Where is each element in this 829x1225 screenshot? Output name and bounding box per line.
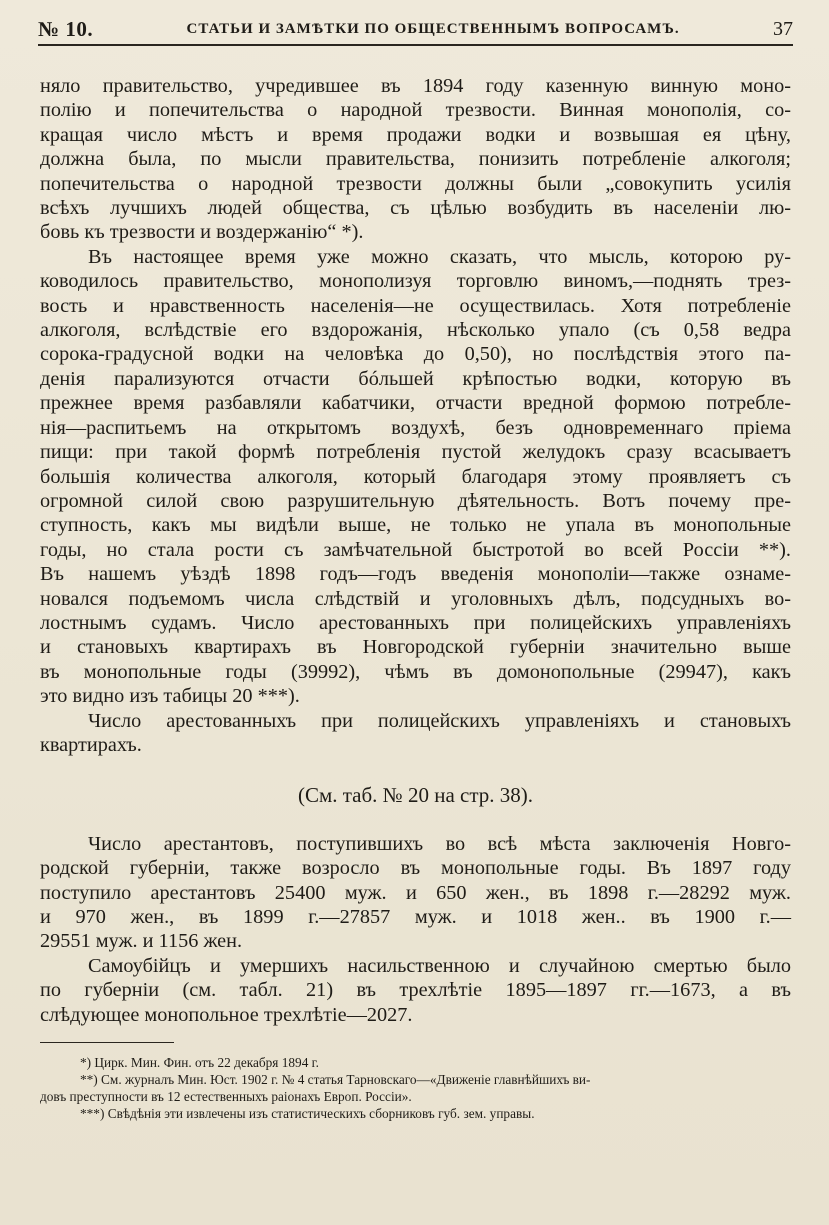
issue-number: № 10.: [38, 16, 94, 41]
text-line: 29551 муж. и 1156 жен.: [40, 930, 243, 953]
page-number: 37: [773, 17, 793, 40]
text-line: годы, но стала рости съ замѣчательной быстротой во всей Россiи **).: [40, 538, 791, 561]
footnote: ***) Свѣдѣнiя эти извлечены изъ статистическихъ сборниковъ губ. зем. управы.: [80, 1106, 535, 1121]
footnote: **) См. журналъ Мин. Юст. 1902 г. № 4 статья Тарновскаго—«Движенiе главнѣйшихъ ви-: [80, 1072, 591, 1087]
text-line: должна была, по мысли правительства, понизить потребленiе алкоголя;: [40, 148, 791, 171]
paragraph-4: [40, 832, 791, 954]
text-line: ступность, какъ мы видѣли выше, не только не упала въ монопольные: [40, 514, 791, 537]
text-line: Число арестованныхъ при полицейскихъ управленiяхъ и становыхъ: [88, 709, 791, 732]
text-line: по губернiи (см. табл. 21) въ трехлѣтiе 1895—1897 гг.—1673, а въ: [40, 979, 791, 1002]
text-line: всѣхъ лучшихъ людей общества, съ цѣлью возбудить въ населенiи лю-: [40, 197, 791, 220]
text-line: сорока-градусной водки на человѣка до 0,50), но послѣдствiя этого па-: [40, 343, 791, 366]
text-line: лостнымъ судамъ. Число арестованныхъ при полицейскихъ управленiяхъ: [40, 611, 791, 634]
footnote: *) Цирк. Мин. Фин. отъ 22 декабря 1894 г.: [80, 1055, 319, 1070]
text-line: квартирахъ.: [40, 733, 142, 756]
footnote: довъ преступности въ 12 естественныхъ раiонахъ Европ. Россiи».: [40, 1089, 412, 1104]
text-line: полiю и попечительства о народной трезвости. Винная монополiя, со-: [40, 99, 791, 122]
text-line: денiя парализуются отчасти бóльшей крѣпостью водки, которую въ: [40, 367, 791, 390]
text-line: Самоубiйцъ и умершихъ насильственною и случайною смертью было: [88, 954, 791, 977]
text-line: и становыхъ квартирахъ въ Новгородской губернiи значительно выше: [40, 636, 791, 659]
text-line: прежнее время разбавляли кабатчики, отчасти вредной формою потребле-: [40, 392, 791, 415]
text-line: кращая число мѣстъ и время продажи водки и возвышая ея цѣну,: [40, 123, 791, 146]
text-line: алкоголя, вслѣдствiе его вздорожанiя, нѣсколько упало (съ 0,58 ведра: [40, 319, 791, 342]
text-line: и 970 жен., въ 1899 г.—27857 муж. и 1018 жен.. въ 1900 г.—: [40, 906, 791, 928]
text-line: родской губернiи, также возросло въ монопольные годы. Въ 1897 году: [40, 857, 791, 880]
text-line: вость и нравственность населенiя—не осуществилась. Хотя потребленiе: [40, 294, 791, 317]
paragraph-3: [40, 709, 791, 758]
paragraph-5: [40, 954, 791, 1027]
text-line: ководилось правительство, монополизуя торговлю виномъ,—поднять трез-: [40, 270, 791, 293]
body-text: [40, 74, 791, 1027]
table-reference: (См. таб. № 20 на стр. 38).: [297, 783, 534, 808]
text-line: слѣдующее монопольное трехлѣтiе—2027.: [40, 1003, 413, 1026]
page-header: [38, 14, 793, 46]
text-line: новался подъемомъ числа слѣдствiй и уголовныхъ дѣлъ, подсудныхъ во-: [40, 587, 791, 610]
text-line: большiя количества алкоголя, который благодаря этому проявляетъ съ: [40, 465, 791, 488]
text-line: огромной силой свою разрушительную дѣятельность. Вотъ почему пре-: [40, 489, 791, 512]
text-line: нiя—распитьемъ на открытомъ воздухѣ, безъ одновременнаго прiема: [40, 416, 791, 439]
text-line: попечительства о народной трезвости должны были „совокупить усилiя: [40, 172, 791, 195]
paragraph-2: [40, 245, 791, 709]
footnote-divider: [40, 1042, 174, 1043]
text-line: бовь къ трезвости и воздержанiю“ *).: [40, 221, 364, 244]
text-line: поступило арестантовъ 25400 муж. и 650 жен., въ 1898 г.—28292 муж.: [40, 881, 791, 904]
text-line: Въ нашемъ уѣздѣ 1898 годъ—годъ введенiя монополiи—также ознаме-: [40, 563, 791, 586]
text-line: Число арестантовъ, поступившихъ во всѣ мѣста заключенiя Новго-: [88, 832, 791, 855]
footnotes: [40, 1054, 791, 1122]
text-line: няло правительство, учредившее въ 1894 году казенную винную моно-: [40, 75, 791, 97]
text-line: Въ настоящее время уже можно сказать, что мысль, которою ру-: [88, 245, 791, 268]
text-line: въ монопольные годы (39992), чѣмъ въ домонопольные (29947), какъ: [40, 660, 791, 683]
running-title: СТАТЬИ И ЗАМѢТКИ ПО ОБЩЕСТВЕННЫМЪ ВОПРОСАМЪ.: [186, 20, 680, 37]
text-line: это видно изъ табицы 20 ***).: [40, 685, 300, 708]
text-line: пищи: при такой формѣ потребленiя пустой желудокъ сразу всасываетъ: [40, 441, 791, 464]
paragraph-1: [40, 74, 791, 245]
